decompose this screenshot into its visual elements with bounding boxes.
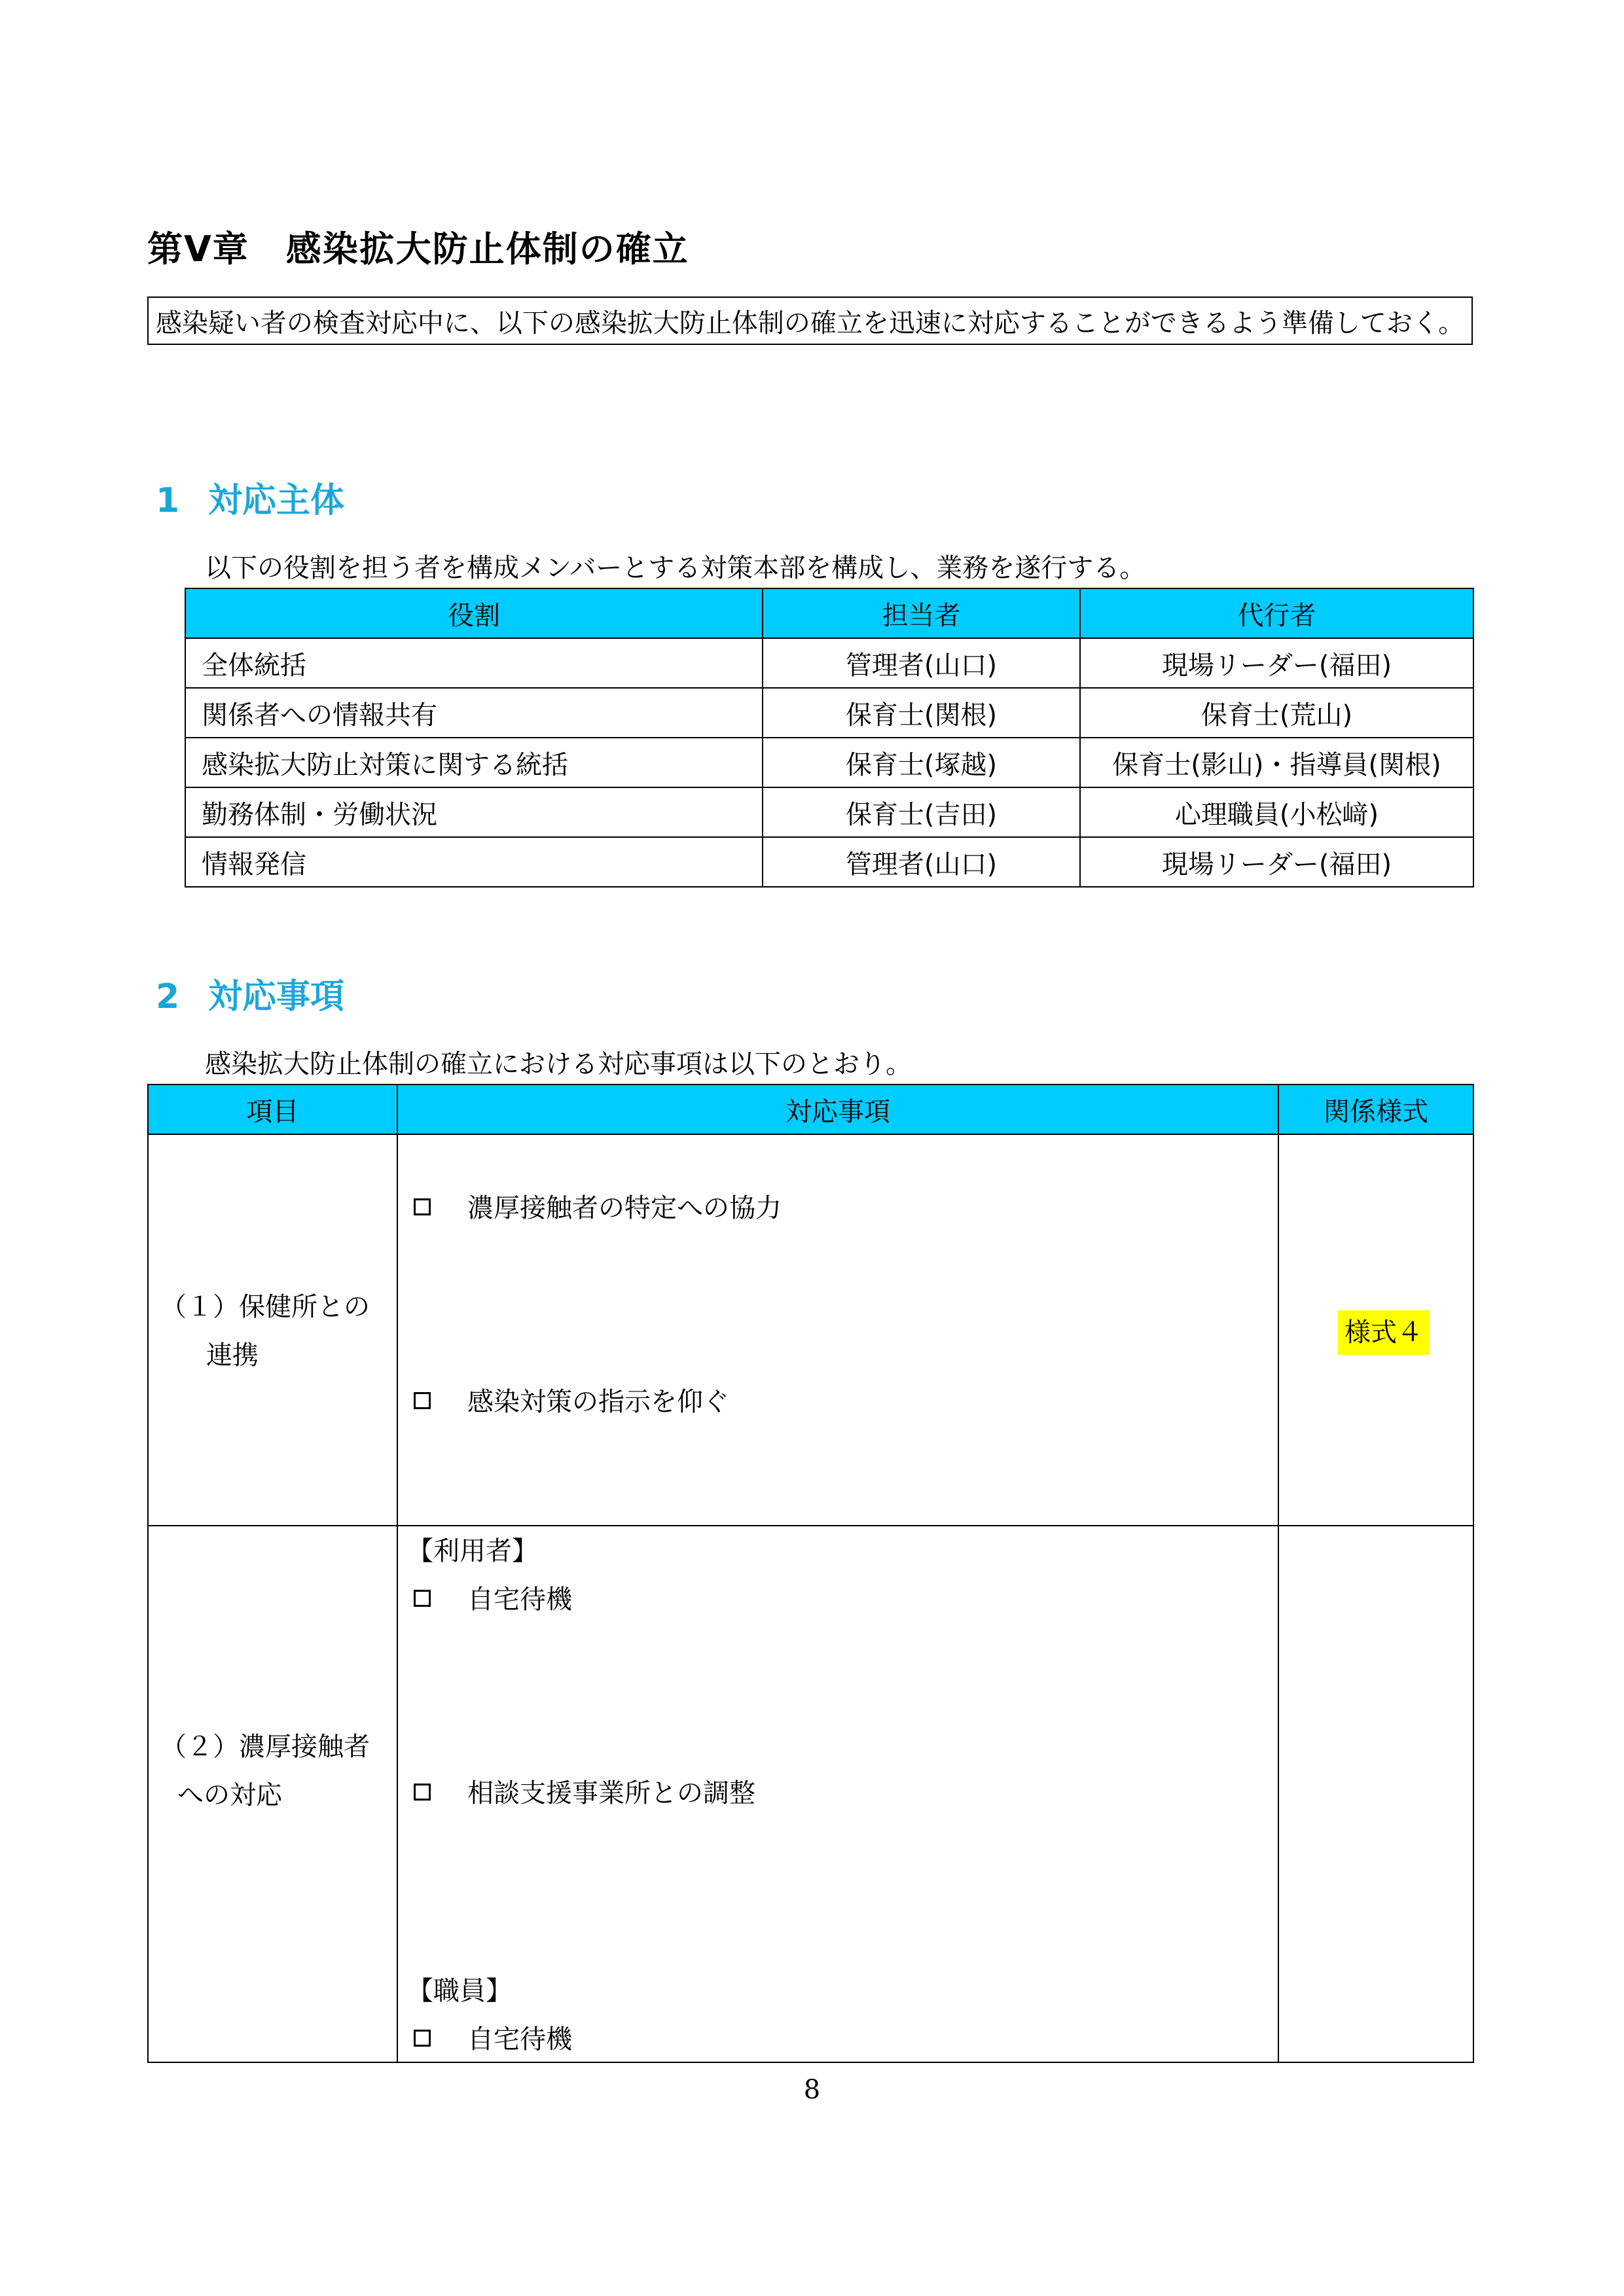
section-1-heading bbox=[156, 473, 344, 522]
chapter-intro-text: 感染疑い者の検査対応中に、以下の感染拡大防止体制の確立を迅速に対応することができるよう準備しておく。 bbox=[155, 308, 1465, 338]
role-cell: 感染拡大防止対策に関する統括 bbox=[185, 738, 763, 787]
person-cell: 保育士(塚越) bbox=[763, 738, 1080, 787]
role-cell: 勤務体制・労働状況 bbox=[185, 787, 763, 837]
task-item bbox=[414, 2020, 572, 2059]
deputy-cell: 保育士(影山)・指導員(関根) bbox=[1080, 738, 1473, 787]
tasks-table-header-row bbox=[148, 1085, 1473, 1134]
task-text: 感染対策の指示を仰ぐ bbox=[467, 1387, 729, 1417]
section-2-heading bbox=[156, 969, 344, 1018]
role-table bbox=[185, 588, 1474, 888]
deputy-cell: 現場リーダー(福田) bbox=[1080, 837, 1473, 887]
table-row bbox=[148, 1134, 1473, 1526]
tasks-table-header-item: 項目 bbox=[148, 1085, 397, 1134]
tasks-cell bbox=[397, 1526, 1278, 2062]
checkbox-icon[interactable] bbox=[414, 1392, 431, 1409]
task-text: 相談支援事業所との調整 bbox=[467, 1778, 755, 1808]
item-cell bbox=[148, 1134, 397, 1526]
task-text: 自宅待機 bbox=[467, 1585, 572, 1615]
form-reference-badge: 様式４ bbox=[1338, 1310, 1430, 1355]
table-row bbox=[185, 837, 1473, 887]
form-cell bbox=[1278, 1134, 1473, 1526]
item-label-line2: への対応 bbox=[177, 1780, 282, 1810]
person-cell: 管理者(山口) bbox=[763, 638, 1080, 688]
section-1-number: 1 bbox=[156, 481, 180, 520]
task-item bbox=[414, 1774, 755, 1813]
checkbox-icon[interactable] bbox=[414, 1198, 431, 1215]
role-table-header-person: 担当者 bbox=[763, 588, 1080, 638]
role-cell: 全体統括 bbox=[185, 638, 763, 688]
section-2-number: 2 bbox=[156, 977, 180, 1016]
item-label-line2: 連携 bbox=[206, 1340, 259, 1371]
item-cell bbox=[148, 1526, 397, 2062]
role-table-header-row bbox=[185, 588, 1473, 638]
role-table-header-deputy: 代行者 bbox=[1080, 588, 1473, 638]
section-2-title: 対応事項 bbox=[208, 977, 345, 1016]
role-cell: 関係者への情報共有 bbox=[185, 688, 763, 738]
task-item bbox=[414, 1580, 572, 1619]
form-cell bbox=[1278, 1526, 1473, 2062]
checkbox-icon[interactable] bbox=[414, 2030, 431, 2047]
group-label: 【利用者】 bbox=[407, 1536, 538, 1566]
table-row bbox=[185, 638, 1473, 688]
table-row bbox=[185, 738, 1473, 787]
person-cell: 管理者(山口) bbox=[763, 837, 1080, 887]
page-number: 8 bbox=[803, 2075, 821, 2105]
table-row bbox=[148, 1526, 1473, 2062]
person-cell: 保育士(関根) bbox=[763, 688, 1080, 738]
task-item bbox=[414, 1189, 782, 1228]
section-1-lead: 以下の役割を担う者を構成メンバーとする対策本部を構成し、業務を遂行する。 bbox=[205, 553, 1146, 583]
task-text: 濃厚接触者の特定への協力 bbox=[467, 1193, 782, 1223]
checkbox-icon[interactable] bbox=[414, 1784, 431, 1801]
task-item bbox=[414, 1382, 729, 1422]
table-row bbox=[185, 787, 1473, 837]
role-cell: 情報発信 bbox=[185, 837, 763, 887]
task-text: 自宅待機 bbox=[467, 2024, 572, 2054]
checkbox-icon[interactable] bbox=[414, 1590, 431, 1607]
deputy-cell: 保育士(荒山) bbox=[1080, 688, 1473, 738]
chapter-title: 第Ⅴ章 感染拡大防止体制の確立 bbox=[147, 228, 689, 270]
section-1-title: 対応主体 bbox=[208, 481, 345, 520]
tasks-table bbox=[147, 1084, 1474, 2063]
deputy-cell: 心理職員(小松﨑) bbox=[1080, 787, 1473, 837]
item-label-line1: （２）濃厚接触者 bbox=[160, 1732, 370, 1762]
deputy-cell: 現場リーダー(福田) bbox=[1080, 638, 1473, 688]
person-cell: 保育士(吉田) bbox=[763, 787, 1080, 837]
tasks-cell bbox=[397, 1134, 1278, 1526]
table-row bbox=[185, 688, 1473, 738]
item-label-line1: （１）保健所との bbox=[160, 1292, 370, 1322]
tasks-table-header-forms: 関係様式 bbox=[1278, 1085, 1473, 1134]
tasks-table-header-tasks: 対応事項 bbox=[397, 1085, 1278, 1134]
role-table-header-role: 役割 bbox=[185, 588, 763, 638]
group-label: 【職員】 bbox=[407, 1976, 512, 2006]
section-2-lead: 感染拡大防止体制の確立における対応事項は以下のとおり。 bbox=[205, 1049, 912, 1079]
chapter-intro-box bbox=[147, 296, 1473, 345]
